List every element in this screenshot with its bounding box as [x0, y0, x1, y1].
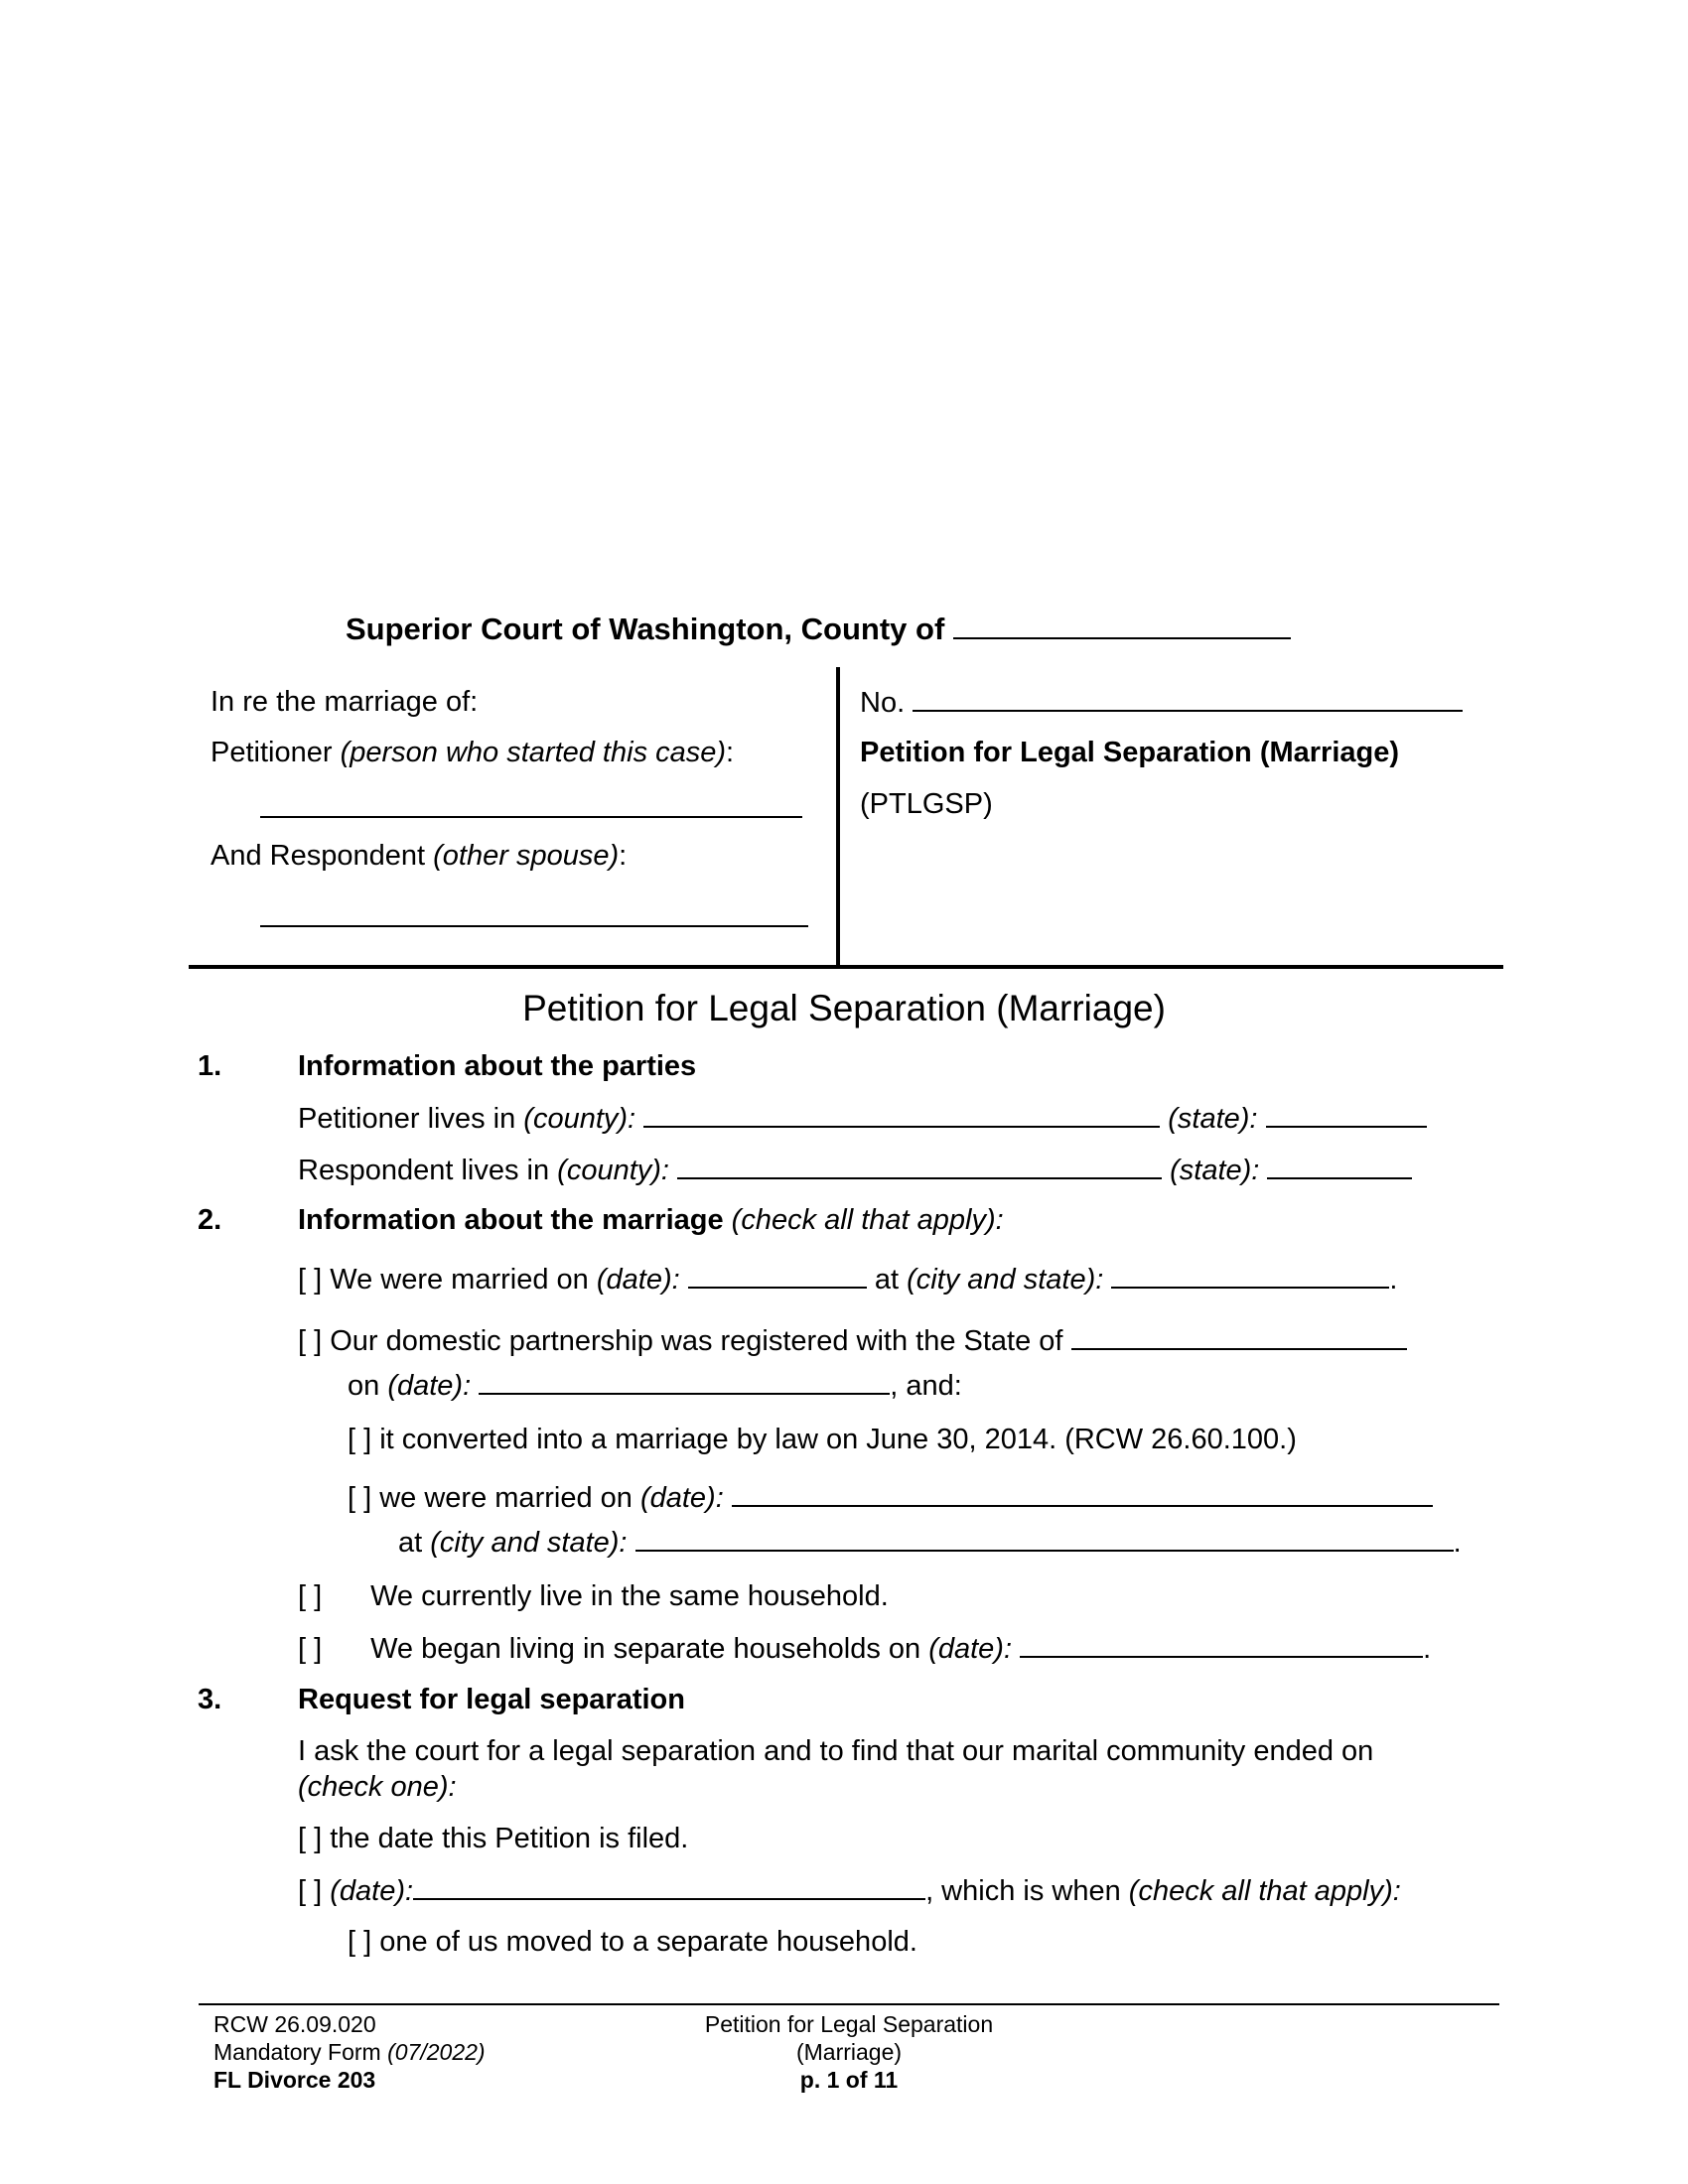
married-on-row	[298, 1261, 1397, 1297]
county-blank[interactable]	[953, 612, 1291, 639]
case-number	[860, 684, 1463, 721]
footer-form-id: FL Divorce 203	[213, 2067, 376, 2093]
petitioner-name-blank[interactable]	[260, 790, 802, 818]
county-label: (county):	[523, 1103, 636, 1135]
state-label: (state):	[1168, 1103, 1258, 1135]
respondent-name-blank[interactable]	[260, 899, 808, 927]
which-is-when-label: , which is when	[925, 1875, 1121, 1907]
checkbox-married-on[interactable]: [ ]	[298, 1264, 323, 1296]
married-date-blank[interactable]	[688, 1261, 867, 1289]
petitioner-note: (person who started this case)	[340, 737, 727, 768]
at-label: at	[874, 1264, 899, 1296]
dp-date-blank[interactable]	[479, 1367, 890, 1395]
checkbox-moved[interactable]: [ ]	[348, 1926, 372, 1958]
checkbox-converted[interactable]: [ ]	[348, 1424, 372, 1455]
respondent-label	[211, 838, 627, 874]
date-filed-label: the date this Petition is filed.	[330, 1823, 689, 1854]
footer-center-subtitle: (Marriage)	[795, 2039, 903, 2065]
checkbox-separate-households[interactable]: [ ]	[298, 1633, 323, 1665]
colon: :	[726, 737, 735, 768]
date-label: (date):	[928, 1633, 1013, 1665]
footer-mandatory	[213, 2038, 486, 2066]
date-label: (date):	[387, 1370, 472, 1402]
check-one-label: (check one):	[298, 1771, 457, 1803]
period: .	[1423, 1633, 1432, 1665]
footer-page-number: p. 1 of 11	[799, 2067, 899, 2093]
petitioner-county-blank[interactable]	[643, 1100, 1160, 1128]
respondent-note: (other spouse)	[433, 840, 620, 872]
we-married-on-row	[348, 1479, 1433, 1516]
respondent-lives-label: Respondent lives in	[298, 1155, 550, 1186]
footer-rcw: RCW 26.09.020	[213, 2011, 376, 2037]
checkbox-date-filed[interactable]: [ ]	[298, 1823, 323, 1854]
footer-mandatory-text: Mandatory Form	[213, 2039, 381, 2065]
moved-row	[348, 1924, 917, 1960]
city-state-label: (city and state):	[430, 1527, 628, 1559]
footer-left	[213, 2010, 486, 2094]
same-household-label: We currently live in the same household.	[370, 1580, 889, 1612]
respondent-lives-row	[298, 1152, 1412, 1188]
respondent-state-blank[interactable]	[1267, 1152, 1412, 1179]
separate-date-blank[interactable]	[1020, 1630, 1423, 1658]
date-label: (date):	[330, 1875, 414, 1907]
footer-rule	[199, 2003, 1499, 2005]
same-household-row	[298, 1578, 889, 1614]
separate-households-row	[298, 1630, 1431, 1667]
caption-divider-horizontal	[189, 965, 1503, 969]
check-all-label: (check all that apply):	[1128, 1875, 1401, 1907]
section-1-heading: Information about the parties	[298, 1050, 697, 1082]
we-married-place-row	[398, 1524, 1462, 1561]
on-label: on	[348, 1370, 380, 1402]
petitioner-lives-label: Petitioner lives in	[298, 1103, 516, 1135]
section-2-number: 2.	[198, 1204, 222, 1236]
and-label: , and:	[890, 1370, 962, 1402]
in-re-label: In re the marriage of:	[211, 686, 479, 718]
we-married-date-blank[interactable]	[732, 1479, 1433, 1507]
we-married-place-blank[interactable]	[635, 1524, 1454, 1552]
dp-registered-label: Our domestic partnership was registered with the State of	[330, 1325, 1063, 1357]
dp-date-row	[348, 1367, 962, 1404]
city-state-label: (city and state):	[907, 1264, 1104, 1296]
section-2-heading-note: (check all that apply):	[731, 1204, 1004, 1236]
caption-doc-title: Petition for Legal Separation (Marriage)	[860, 737, 1400, 768]
checkbox-ended-date[interactable]: [ ]	[298, 1875, 323, 1907]
ended-date-row	[298, 1872, 1401, 1909]
caption-divider-vertical	[836, 667, 840, 967]
section-3-number: 3.	[198, 1684, 222, 1715]
case-number-blank[interactable]	[913, 684, 1463, 712]
court-title-text: Superior Court of Washington, County of	[346, 612, 945, 646]
married-place-blank[interactable]	[1111, 1261, 1389, 1289]
section-3-heading: Request for legal separation	[298, 1684, 685, 1715]
moved-label: one of us moved to a separate household.	[379, 1926, 917, 1958]
period: .	[1453, 1527, 1462, 1559]
date-filed-row	[298, 1821, 688, 1856]
petitioner-label	[211, 735, 734, 770]
respondent-county-blank[interactable]	[677, 1152, 1162, 1179]
dp-registered-row	[298, 1322, 1407, 1359]
court-title	[346, 612, 1291, 647]
we-married-on-label: we were married on	[379, 1482, 633, 1514]
dp-state-blank[interactable]	[1071, 1322, 1407, 1350]
footer-center-title: Petition for Legal Separation	[704, 2011, 994, 2037]
petitioner-state-blank[interactable]	[1266, 1100, 1427, 1128]
petitioner-word: Petitioner	[211, 737, 333, 768]
checkbox-we-married[interactable]: [ ]	[348, 1482, 372, 1514]
section-1-number: 1.	[198, 1050, 222, 1082]
respondent-word: And Respondent	[211, 840, 426, 872]
footer-center	[675, 2010, 1023, 2094]
checkbox-domestic-partnership[interactable]: [ ]	[298, 1325, 323, 1357]
caption-doc-code: (PTLGSP)	[860, 788, 993, 820]
main-title: Petition for Legal Separation (Marriage)	[522, 988, 1166, 1028]
converted-label: it converted into a marriage by law on June 30, 2014. (RCW 26.60.100.)	[379, 1424, 1297, 1455]
at-label: at	[398, 1527, 423, 1559]
ended-date-blank[interactable]	[413, 1872, 925, 1900]
section-2-heading	[298, 1202, 1004, 1238]
date-label: (date):	[596, 1264, 680, 1296]
state-label: (state):	[1170, 1155, 1260, 1186]
petitioner-lives-row	[298, 1100, 1427, 1137]
date-label: (date):	[639, 1482, 724, 1514]
case-number-label: No.	[860, 687, 906, 719]
converted-row	[348, 1422, 1297, 1457]
footer-mandatory-date: (07/2022)	[387, 2039, 486, 2065]
ask-line: I ask the court for a legal separation and to find that our marital community ended on	[298, 1735, 1374, 1767]
married-on-label: We were married on	[330, 1264, 589, 1296]
separate-households-label: We began living in separate households on	[370, 1633, 921, 1665]
section-2-heading-text: Information about the marriage	[298, 1204, 724, 1236]
period: .	[1389, 1264, 1398, 1296]
county-label: (county):	[557, 1155, 669, 1186]
colon: :	[619, 840, 628, 872]
checkbox-same-household[interactable]: [ ]	[298, 1580, 323, 1612]
